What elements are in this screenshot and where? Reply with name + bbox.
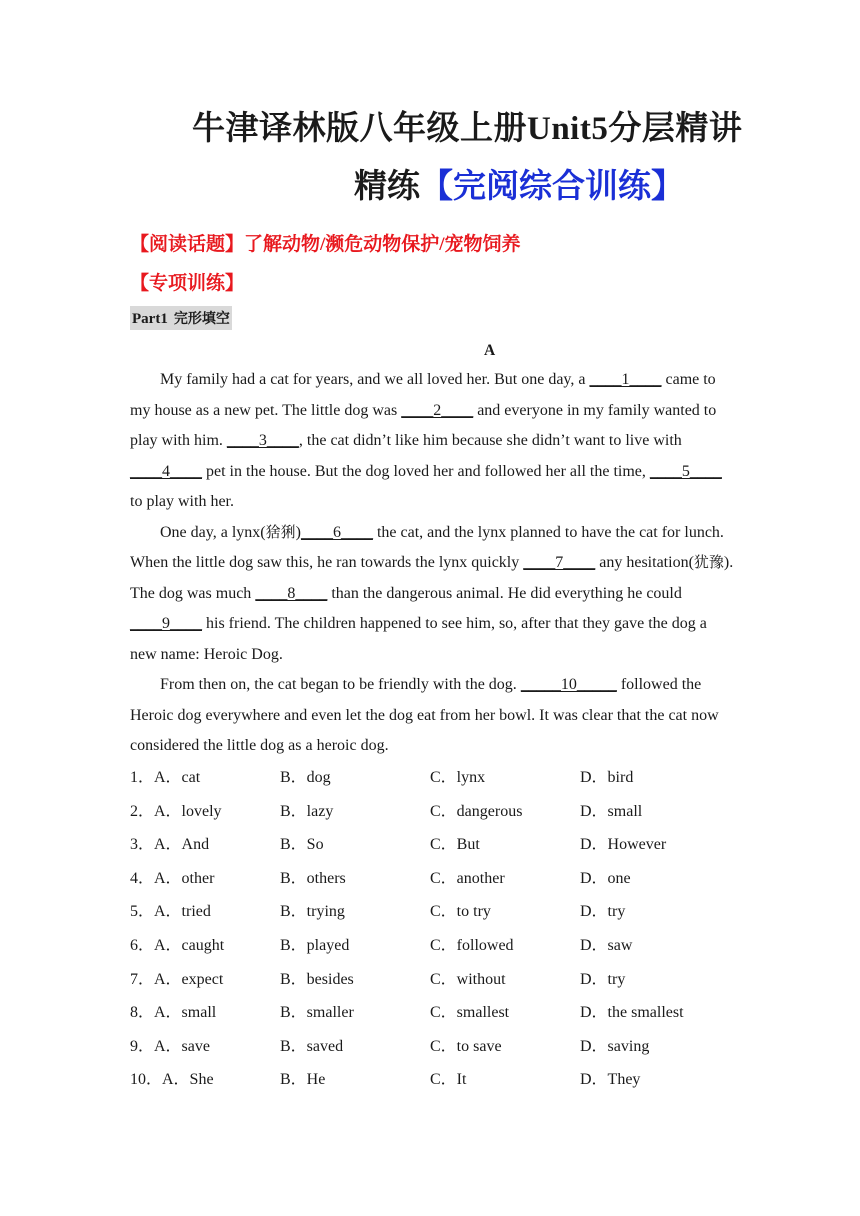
- passage-text: One day, a lynx(: [160, 523, 266, 541]
- passage-text: the cat, and the lynx planned to have the cat for lunch. When the little dog saw this, he ran towards the lynx quickly: [130, 523, 724, 571]
- option-b: B．He: [280, 1071, 326, 1089]
- title-line2-highlight: 【完阅综合训练】: [420, 169, 684, 205]
- option-b: B．lazy: [280, 802, 334, 820]
- passage-text: came to my house as a new pet. The little dog was: [130, 371, 716, 419]
- passage-text: From then on, the cat began to be friendly with the dog.: [160, 676, 521, 693]
- passage-text: than the dangerous animal. He did everything he could: [327, 584, 682, 602]
- part-heading: [130, 306, 232, 330]
- chinese-gloss: 猞猁: [265, 524, 296, 541]
- option-a: 9．A．save: [130, 1037, 210, 1055]
- option-a: 4．A．other: [130, 869, 215, 887]
- chinese-gloss: 犹豫: [693, 555, 724, 571]
- option-c: C．without: [430, 970, 506, 988]
- passage-text: pet in the house. But the dog loved her and followed her all the time,: [202, 462, 650, 480]
- option-a: 3．A．And: [130, 836, 210, 854]
- passage-text: any hesitation(: [595, 554, 694, 571]
- option-c: C．But: [430, 836, 480, 854]
- passage-text: ): [295, 523, 301, 541]
- blank-9: ____9____: [130, 615, 202, 632]
- option-d: D．one: [580, 869, 631, 887]
- option-b: B．So: [280, 836, 324, 854]
- passage-text: to play with her.: [130, 493, 234, 510]
- blank-10: _____10_____: [520, 676, 617, 693]
- option-a: 10．A．She: [130, 1071, 214, 1089]
- blank-5: ____5____: [649, 462, 722, 480]
- option-row: [130, 999, 750, 1033]
- special-training-heading: 【专项训练】: [130, 273, 245, 294]
- option-row: [130, 764, 750, 798]
- passage-paragraph-2: [130, 518, 734, 671]
- document-title-line1: 牛津译林版八年级上册Unit5分层精讲: [192, 111, 743, 147]
- title-line2-text: 精练: [354, 169, 420, 205]
- document-title-line2: [354, 160, 684, 207]
- passage-text: , the cat didn’t like him because she didn’t want to live with: [298, 432, 682, 449]
- passage-paragraph-3: [130, 670, 734, 762]
- option-a: 5．A．tried: [130, 903, 211, 921]
- option-d: D．try: [580, 970, 626, 988]
- passage-text: his friend. The children happened to see him, so, after that they gave the dog a new name: Heroic Dog.: [130, 615, 707, 663]
- option-d: D．However: [580, 836, 667, 854]
- option-c: C．smallest: [430, 1004, 510, 1022]
- option-c: C．It: [430, 1071, 467, 1089]
- option-d: D．the smallest: [580, 1004, 684, 1022]
- reading-topic: 【阅读话题】了解动物/濒危动物保护/宠物饲养: [130, 234, 521, 255]
- part-label: Part1: [132, 311, 168, 327]
- blank-1: ____1____: [589, 371, 662, 388]
- option-c: C．to save: [430, 1037, 502, 1055]
- option-row: [130, 1033, 750, 1067]
- passage-text: followed the Heroic dog everywhere and even let the dog eat from her bowl. It was clear that the cat now considered the little dog as a heroic dog.: [130, 676, 719, 754]
- option-b: B．others: [280, 869, 346, 887]
- option-c: C．followed: [430, 936, 514, 954]
- blank-2: ____2____: [401, 401, 474, 419]
- passage-text: and everyone in my family wanted to play with him.: [130, 401, 717, 449]
- option-a: 6．A．caught: [130, 936, 225, 954]
- option-b: B．dog: [280, 769, 331, 786]
- option-d: D．bird: [580, 769, 634, 786]
- option-b: B．played: [280, 936, 350, 954]
- option-d: D．try: [580, 903, 626, 921]
- blank-8: ____8____: [255, 584, 328, 602]
- option-row: [130, 1066, 750, 1100]
- part-title: 完形填空: [173, 311, 230, 327]
- passage-text: My family had a cat for years, and we all loved her. But one day, a: [160, 371, 590, 388]
- option-b: B．besides: [280, 970, 354, 988]
- option-row: [130, 865, 750, 899]
- option-row: [130, 932, 750, 966]
- option-d: D．saw: [580, 936, 633, 954]
- option-a: 8．A．small: [130, 1004, 217, 1022]
- option-c: C．to try: [430, 903, 491, 921]
- option-b: B．trying: [280, 903, 345, 921]
- passage-paragraph-1: [130, 365, 734, 518]
- option-a: 1．A．cat: [130, 769, 201, 786]
- section-label: A: [484, 342, 496, 359]
- option-c: C．lynx: [430, 769, 486, 786]
- option-b: B．saved: [280, 1037, 344, 1055]
- option-row: [130, 798, 750, 832]
- option-row: [130, 966, 750, 1000]
- blank-7: ____7____: [523, 554, 596, 571]
- option-b: B．smaller: [280, 1004, 354, 1022]
- option-d: D．saving: [580, 1037, 650, 1055]
- option-row: [130, 831, 750, 865]
- blank-3: ____3____: [226, 432, 299, 449]
- answer-options: [130, 764, 750, 1100]
- option-a: 7．A．expect: [130, 970, 224, 988]
- passage: [130, 365, 734, 762]
- option-row: [130, 898, 750, 932]
- blank-4: ____4____: [130, 462, 202, 480]
- option-d: D．They: [580, 1071, 641, 1089]
- option-d: D．small: [580, 802, 643, 820]
- blank-6: ____6____: [300, 523, 373, 541]
- option-c: C．dangerous: [430, 802, 523, 820]
- passage-text: ). The dog was much: [130, 554, 734, 602]
- option-a: 2．A．lovely: [130, 802, 222, 820]
- option-c: C．another: [430, 869, 505, 887]
